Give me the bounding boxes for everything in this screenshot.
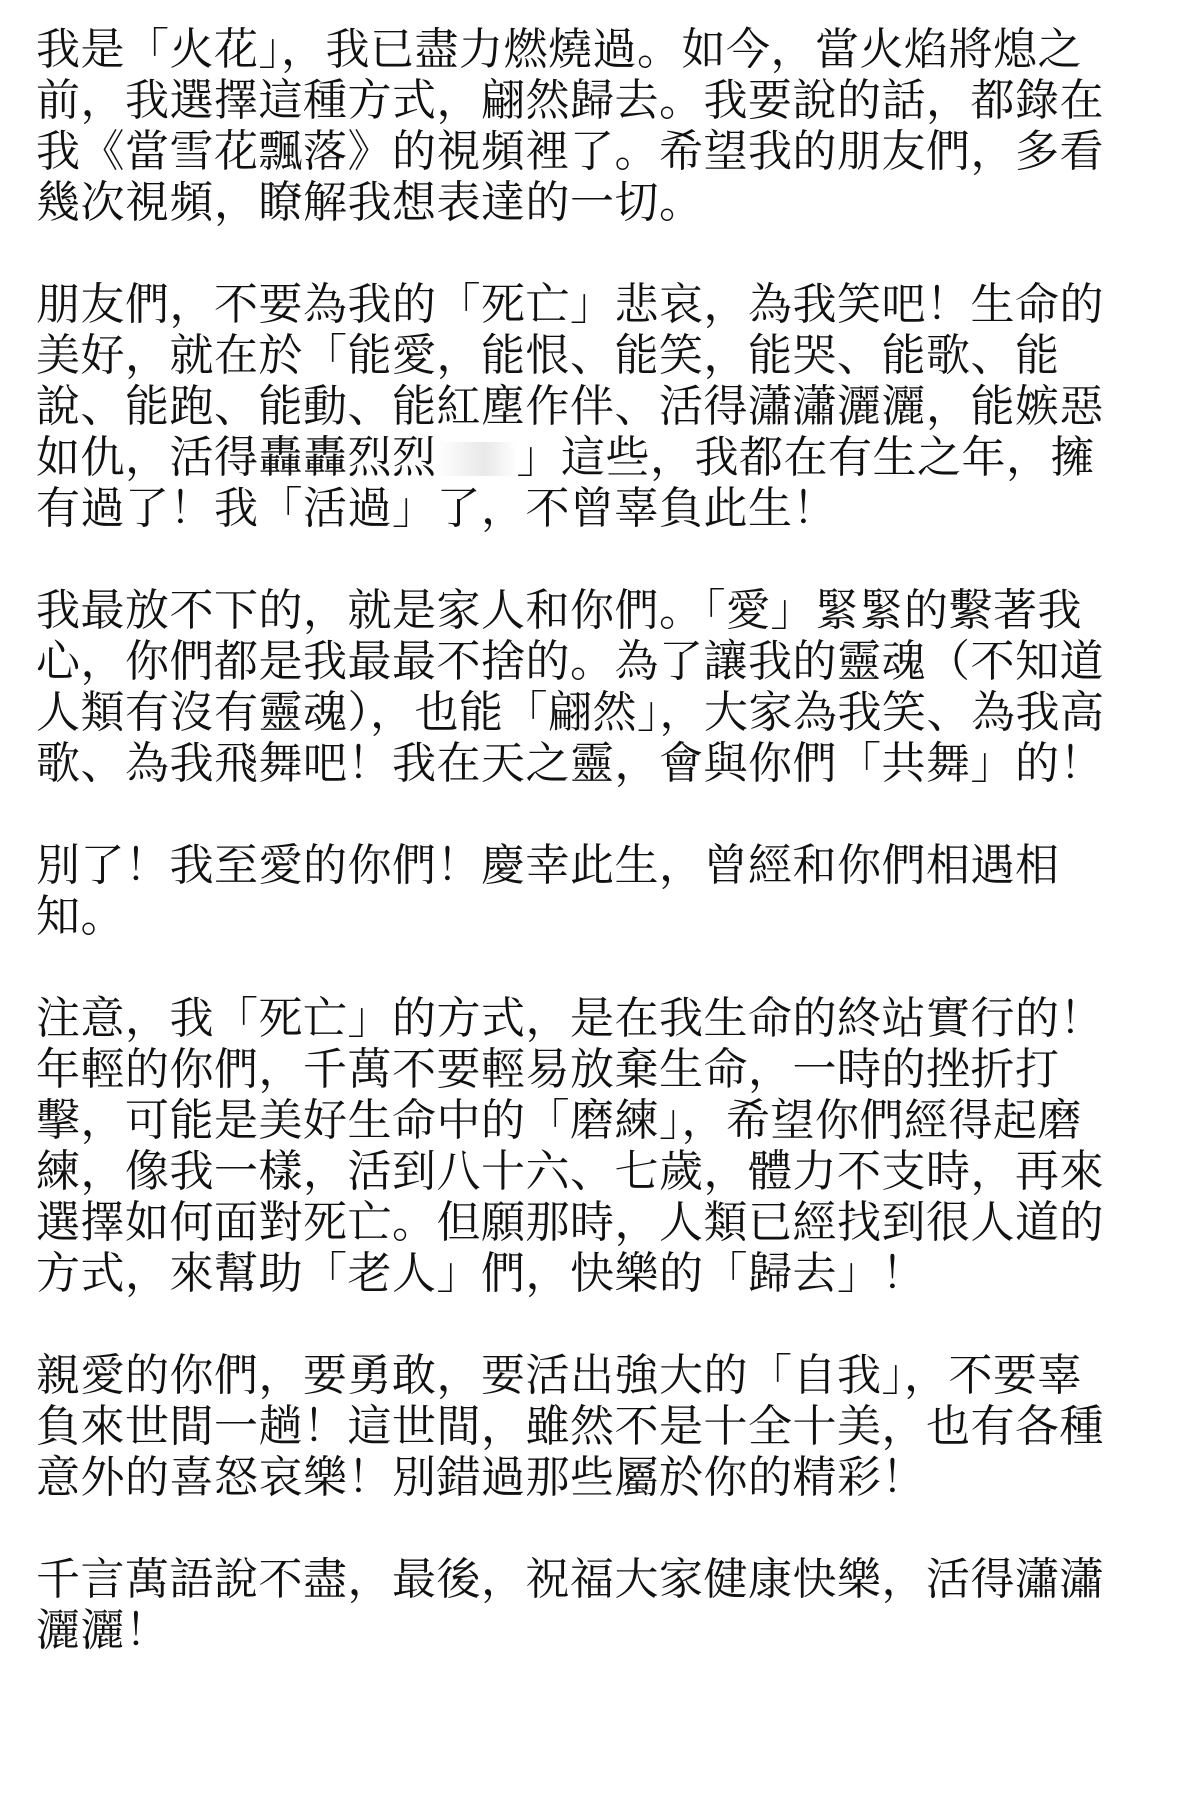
text-line: 美好，就在於「能愛，能恨、能笑，能哭、能歌、能 (36, 330, 1060, 381)
text-line: 我最放不下的，就是家人和你們。「愛」緊緊的繫著我 (36, 585, 1082, 636)
text-line: 有過了！我「活過」了，不曾辜負此生！ (36, 483, 837, 534)
text-line: 朋友們，不要為我的「死亡」悲哀，為我笑吧！生命的 (36, 279, 1104, 330)
paragraph-6 (36, 1350, 1151, 1503)
text-segment: 如仇，活得轟轟烈烈 (36, 432, 437, 483)
text-line: 負來世間一趟！這世間，雖然不是十全十美，也有各種 (36, 1401, 1104, 1452)
paragraph-1 (36, 24, 1151, 228)
text-line: 千言萬語說不盡，最後，祝福大家健康快樂，活得瀟瀟 (36, 1554, 1104, 1605)
paragraph-3 (36, 585, 1151, 789)
text-line: 注意，我「死亡」的方式，是在我生命的終站實行的！ (36, 993, 1104, 1044)
text-line: 灑灑！ (36, 1605, 170, 1656)
text-line-with-redaction (36, 432, 1151, 483)
text-line: 前，我選擇這種方式，翩然歸去。我要說的話，都錄在 (36, 75, 1104, 126)
text-line: 知。 (36, 891, 125, 942)
text-line: 說、能跑、能動、能紅塵作伴、活得瀟瀟灑灑，能嫉惡 (36, 381, 1104, 432)
paragraph-7 (36, 1554, 1151, 1656)
paragraph-2 (36, 279, 1151, 534)
text-line: 心，你們都是我最最不捨的。為了讓我的靈魂（不知道 (36, 636, 1104, 687)
text-line: 選擇如何面對死亡。但願那時，人類已經找到很人道的 (36, 1197, 1104, 1248)
text-line: 年輕的你們，千萬不要輕易放棄生命，一時的挫折打 (36, 1044, 1060, 1095)
paragraph-5 (36, 993, 1151, 1299)
text-line: 親愛的你們，要勇敢，要活出強大的「自我」，不要辜 (36, 1350, 1082, 1401)
text-line: 意外的喜怒哀樂！別錯過那些屬於你的精彩！ (36, 1452, 926, 1503)
redaction-blur (437, 442, 517, 476)
paragraph-4 (36, 840, 1151, 942)
text-line: 我《當雪花飄落》的視頻裡了。希望我的朋友們，多看 (36, 126, 1104, 177)
text-line: 我是「火花」，我已盡力燃燒過。如今，當火焰將熄之 (36, 24, 1082, 75)
text-line: 別了！我至愛的你們！慶幸此生，曾經和你們相遇相 (36, 840, 1060, 891)
text-line: 擊，可能是美好生命中的「磨練」，希望你們經得起磨 (36, 1095, 1082, 1146)
text-line: 人類有沒有靈魂），也能「翩然」，大家為我笑、為我高 (36, 687, 1105, 738)
text-segment: 」這些，我都在有生之年，擁 (516, 432, 1095, 483)
letter-document (36, 24, 1151, 1707)
text-line: 練，像我一樣，活到八十六、七歲，體力不支時，再來 (36, 1146, 1104, 1197)
text-line: 歌、為我飛舞吧！我在天之靈，會與你們「共舞」的！ (36, 738, 1104, 789)
text-line: 方式，來幫助「老人」們，快樂的「歸去」！ (36, 1248, 926, 1299)
text-line: 幾次視頻，瞭解我想表達的一切。 (36, 177, 704, 228)
